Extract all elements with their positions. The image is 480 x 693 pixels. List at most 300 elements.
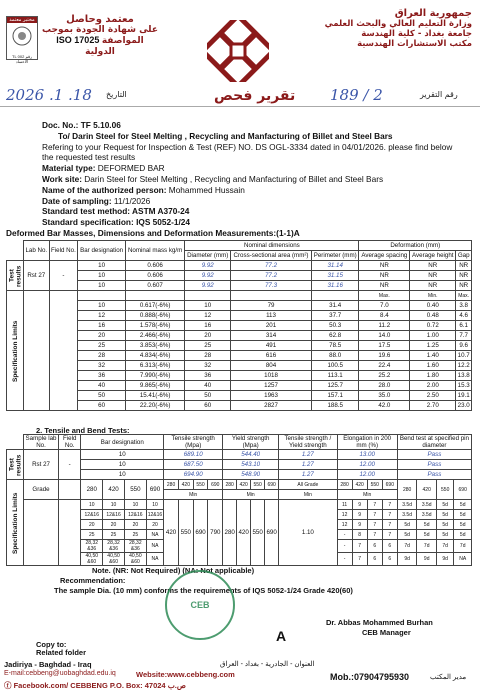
result-cell: 9.92 (185, 271, 231, 281)
bend-spec: 5d (454, 520, 472, 530)
table-row (7, 450, 472, 460)
spec-bar-cell: 20 (146, 520, 163, 530)
left-ar-line3: المواصفة الدولية (85, 36, 144, 57)
limit-cell: 1257 (231, 381, 312, 391)
mobile[interactable]: Mob.:07904795930 (330, 672, 410, 682)
elong-min: 11 (337, 500, 352, 510)
limit-cell: 22.4 (359, 361, 410, 371)
yield-min: 690 (265, 500, 279, 566)
pobox: P.O. Box: 47024 (109, 681, 166, 690)
doc-referring: Refering to your Request for Inspection & Test (REF) NO. DS OGL-3334 dated in 04/01/2026. please find below the requested test results (42, 141, 453, 163)
contact-footer (0, 660, 480, 693)
limit-cell: 19.6 (359, 351, 410, 361)
elong-min: 7 (352, 540, 367, 553)
elong-min: 9 (352, 500, 367, 510)
iso-box-top: مختبر معتمد (7, 17, 37, 23)
bend-spec: 9d (436, 553, 453, 566)
grade-header: 280 (223, 480, 237, 490)
grade-header: 690 (208, 480, 223, 490)
report-number: 189 / 2 (330, 86, 383, 104)
grade-header: 550 (367, 480, 382, 490)
grade-header: 690 (382, 480, 397, 490)
min-label: Min (279, 490, 337, 500)
spec-bar-cell: NA (146, 540, 163, 553)
grade-header: 690 (146, 480, 163, 500)
yield-min: 550 (251, 500, 265, 566)
facebook-text: Facebook.com/ CEBBENG (13, 681, 108, 690)
limit-cell: 188.5 (311, 401, 359, 411)
limit-cell: 11.2 (359, 321, 410, 331)
report-title: تقرير فحص (214, 88, 296, 104)
limit-cell: 25 (78, 341, 126, 351)
spec-bar-cell: 20 (81, 520, 103, 530)
blank-cell (24, 500, 59, 566)
limit-cell: 6.313(-6%) (125, 361, 184, 371)
limit-cell: 804 (231, 361, 312, 371)
limit-cell: 8.4 (359, 311, 410, 321)
grade-header: 420 (417, 480, 437, 500)
limit-cell: 36 (78, 371, 126, 381)
elongation-value: 12.00 (337, 470, 397, 480)
ratio-value: 1.27 (279, 450, 337, 460)
lab-number: Rst 27 (24, 450, 59, 480)
facebook-icon: ⓕ (4, 681, 12, 690)
limit-cell: 19.1 (457, 392, 470, 399)
min-label: Min (223, 490, 279, 500)
elong-min: 12 (337, 520, 352, 530)
limit-cell: 40 (185, 381, 231, 391)
right-ar-line2: وزارة التعليم العالي والبحث العلمي (324, 19, 472, 29)
email[interactable]: E-mail:cebbeng@uobaghdad.edu.iq (4, 670, 116, 677)
limit-cell: 88.0 (311, 351, 359, 361)
result-cell: 31.16 (311, 281, 359, 291)
limit-cell: 0.617(-6%) (125, 301, 184, 311)
bend-result: Pass (397, 460, 471, 470)
th2-bar: Bar designation (81, 435, 164, 450)
bend-result: Pass (397, 470, 471, 480)
limit-cell: 1.80 (410, 371, 456, 381)
ratio-value: 1.27 (279, 460, 337, 470)
spec-bar-cell: 28,32 &36 (81, 540, 103, 553)
elongation-value: 13.00 (337, 450, 397, 460)
result-cell: 77.3 (231, 281, 312, 291)
header-divider (0, 106, 480, 107)
result-cell: NR (456, 261, 472, 271)
limit-cell: 3.853(-6%) (125, 341, 184, 351)
spec-bar-cell: 10 (124, 500, 146, 510)
signer-title: CEB Manager (362, 628, 411, 637)
elong-min: 6 (367, 540, 382, 553)
side-label-spec: Specification Limits (7, 480, 24, 566)
spec-bar-cell: 40,50 &60 (81, 553, 103, 566)
th2-sample: Sample lab No. (24, 435, 59, 450)
limit-cell: 60 (185, 401, 231, 411)
limit-cell: 1.00 (410, 331, 456, 341)
spec-bar-cell: 20 (124, 520, 146, 530)
material-label: Material type: (42, 163, 96, 174)
conformity-statement: The sample Dia. (10 mm) conforms the requirements of IQS 5052-1/24 Grade 420(60) (54, 586, 353, 595)
th-field: Field No. (49, 241, 78, 261)
bend-spec: 7d (417, 540, 437, 553)
iso-label: ISO 17025 (56, 35, 100, 45)
min-label: Min (337, 490, 397, 500)
tensile-min: 550 (178, 500, 193, 566)
bend-spec: 5d (436, 530, 453, 540)
elong-min: 7 (382, 500, 397, 510)
blank-cell (125, 291, 184, 301)
left-ar-line2: على شهادة الجودة بموجب (41, 25, 159, 35)
th2-bend: Bend test at specified pin diameter (397, 435, 471, 450)
limit-cell: 62.8 (311, 331, 359, 341)
result-cell: NR (410, 281, 456, 291)
grade-header: 550 (193, 480, 208, 490)
yield-min: 280 (223, 500, 237, 566)
limit-cell: 10 (78, 301, 126, 311)
tensile-table (6, 434, 472, 566)
th-height: Average height (410, 251, 456, 261)
table-row (7, 480, 472, 490)
limit-cell: 0.48 (410, 311, 456, 321)
result-cell: NR (359, 261, 410, 271)
person-label: Name of the authorized person: (42, 184, 167, 195)
sampling-label: Date of sampling: (42, 195, 112, 206)
limit-cell: 9.865(-6%) (125, 381, 184, 391)
limit-cell: 0.72 (410, 321, 456, 331)
limit-cell: 22.20(-6%) (125, 401, 184, 411)
th2-field: Field No. (59, 435, 81, 450)
result-cell: 9.92 (185, 261, 231, 271)
tensile-min: 790 (208, 500, 223, 566)
yield-value: 544.40 (223, 450, 279, 460)
result-cell: 31.14 (311, 261, 359, 271)
limit-cell: 32 (185, 361, 231, 371)
blank-cell (59, 500, 81, 566)
limit-cell: 28 (185, 351, 231, 361)
limit-cell: 6.1 (456, 321, 472, 331)
limit-cell: 0.40 (410, 301, 456, 311)
limit-cell: 13.8 (457, 372, 470, 379)
limit-header: Max. (456, 291, 472, 301)
mark-a: A (276, 628, 287, 644)
field-number: - (49, 261, 78, 291)
spec-label: Standard specification: (42, 217, 134, 228)
section1-title: Deformed Bar Masses, Dimensions and Deformation Measurements:(1-1)A (6, 227, 300, 238)
elong-min: 7 (367, 510, 382, 520)
bend-spec: 5d (436, 510, 453, 520)
limit-cell: 201 (231, 321, 312, 331)
limit-cell: 9.6 (456, 341, 472, 351)
copy-to: Copy to: (36, 640, 67, 649)
limit-cell: 60 (78, 401, 126, 411)
ceb-stamp: CEB (165, 570, 235, 640)
limit-cell: 113.1 (311, 371, 359, 381)
side-label-spec: Specification Limits (7, 291, 24, 411)
limit-cell: 17.5 (359, 341, 410, 351)
bend-spec: 3.5d (397, 500, 417, 510)
elong-min: 7 (382, 530, 397, 540)
tensile-min: 690 (193, 500, 208, 566)
th-area: Cross-sectional area (mm²) (231, 251, 312, 261)
spec-bar-cell: 28,32 &36 (103, 540, 125, 553)
th2-yield: Yield strength (Mpa) (223, 435, 279, 450)
website[interactable]: Website:www.cebbeng.com (136, 670, 235, 679)
spec-bar-cell: 20 (103, 520, 125, 530)
limit-cell: 7.0 (359, 301, 410, 311)
result-cell: 31.15 (311, 271, 359, 281)
related-folder: Related folder (36, 648, 87, 657)
bend-spec: 5d (454, 500, 472, 510)
limit-cell: 3.8 (456, 301, 472, 311)
elong-min: - (337, 530, 352, 540)
limit-cell: 113 (231, 311, 312, 321)
date-label: التاريخ (106, 90, 127, 99)
ratio-min: 1.10 (279, 500, 337, 566)
elong-min: 7 (367, 520, 382, 530)
tensile-value: 689.10 (164, 450, 223, 460)
limit-cell: 2.466(-6%) (125, 331, 184, 341)
spec-bar-cell: 28,32 &36 (124, 540, 146, 553)
th-perimeter: Perimeter (mm) (311, 251, 359, 261)
left-ar-line1: معتمد وحاصل (66, 14, 134, 25)
result-cell: 10 (78, 281, 126, 291)
elong-min: 6 (367, 553, 382, 566)
limit-cell: 2.00 (410, 381, 456, 391)
spec-bar-cell: 25 (124, 530, 146, 540)
all-grade: All Grade (279, 480, 337, 490)
result-cell: 9.92 (185, 281, 231, 291)
limit-cell: 1.40 (410, 351, 456, 361)
elong-min: 8 (352, 530, 367, 540)
blank-cell (231, 291, 312, 301)
side-label-results: Test results (7, 450, 24, 480)
bend-spec: 5d (397, 530, 417, 540)
section2-title: 2. Tensile and Bend Tests: (36, 426, 130, 435)
elong-min: 7 (382, 510, 397, 520)
bend-spec: 5d (417, 520, 437, 530)
right-ar-line1: جمهورية العراق (394, 8, 472, 19)
limit-cell: 4.6 (456, 311, 472, 321)
blank-cell (24, 291, 50, 411)
iso-emblem-icon (7, 23, 37, 49)
blank-cell (311, 291, 359, 301)
material-value: DEFORMED BAR (97, 163, 165, 174)
elong-min: - (337, 553, 352, 566)
bend-spec: 7d (436, 540, 453, 553)
right-ar-line3: جامعة بغداد - كلية الهندسة (361, 29, 472, 39)
limit-cell: 1.578(-6%) (125, 321, 184, 331)
limit-cell: 78.5 (311, 341, 359, 351)
result-cell: 77.2 (231, 271, 312, 281)
elong-min: - (337, 540, 352, 553)
grade-header: 420 (237, 480, 251, 490)
limit-cell: 20 (185, 331, 231, 341)
grade-header: 420 (178, 480, 193, 490)
spec-bar-cell: 12&16 (81, 510, 103, 520)
limit-cell: 15.3 (457, 382, 470, 389)
limit-cell: 79 (231, 301, 312, 311)
blank-cell (78, 291, 126, 301)
limit-cell: 12 (185, 311, 231, 321)
recommendation-label: Recommendation: (60, 576, 126, 585)
tensile-min: 420 (164, 500, 179, 566)
th2-elong: Elongation in 200 mm (%) (337, 435, 397, 450)
field-number: - (59, 450, 81, 480)
limit-cell: 2827 (231, 401, 312, 411)
spec-bar-cell: NA (146, 553, 163, 566)
dimensions-table (6, 240, 472, 411)
bend-spec: 7d (454, 540, 472, 553)
elong-min: 7 (367, 530, 382, 540)
grade-header: 550 (436, 480, 453, 500)
limit-cell: 10.7 (457, 352, 470, 359)
limit-cell: 0.888(-6%) (125, 311, 184, 321)
limit-cell: 40 (78, 381, 126, 391)
limit-cell: 14.0 (359, 331, 410, 341)
limit-cell: 36 (185, 371, 231, 381)
result-cell: 10 (78, 271, 126, 281)
blank-cell (49, 291, 78, 411)
table-row (7, 500, 472, 510)
method-label: Standard test method: (42, 206, 131, 217)
limit-cell: 2.50 (410, 391, 456, 401)
bar-designation: 10 (81, 460, 164, 470)
bend-spec: NA (454, 553, 472, 566)
spec-bar-cell: 25 (103, 530, 125, 540)
grade-header: 280 (81, 480, 103, 500)
th-nomdim: Nominal dimensions (185, 241, 359, 251)
elong-min: 7 (382, 520, 397, 530)
yield-value: 543.10 (223, 460, 279, 470)
limit-cell: 50 (185, 391, 231, 401)
spec-bar-cell: 12&16 (124, 510, 146, 520)
result-cell: NR (359, 271, 410, 281)
limit-cell: 100.5 (311, 361, 359, 371)
elong-min: 7 (352, 553, 367, 566)
limit-cell: 28.0 (359, 381, 410, 391)
method-value: ASTM A370-24 (132, 206, 190, 217)
note: Note. (NR: Not Required) (NA: Not applicable) (92, 566, 255, 575)
limit-header: Min. (410, 291, 456, 301)
bar-designation: 10 (81, 450, 164, 460)
ceb-logo-icon (207, 20, 269, 82)
th2-tensile: Tensile strength (Mpa) (164, 435, 223, 450)
grade-header: 420 (352, 480, 367, 490)
bend-spec: 5d (397, 520, 417, 530)
result-cell: 10 (78, 261, 126, 271)
limit-cell: 42.0 (359, 401, 410, 411)
min-label: Min (164, 490, 223, 500)
report-number-label: رقم التقرير (420, 90, 458, 99)
limit-cell: 32 (78, 361, 126, 371)
spec-bar-cell: 40,50 &60 (103, 553, 125, 566)
grade-header: 690 (265, 480, 279, 490)
bend-result: Pass (397, 450, 471, 460)
right-ar-line4: مكتب الاستشارات الهندسية (357, 39, 472, 49)
result-cell: NR (456, 281, 472, 291)
result-cell: 0.606 (125, 261, 184, 271)
grade-header: 420 (103, 480, 125, 500)
tensile-value: 687.50 (164, 460, 223, 470)
lab-number: Rst 27 (24, 261, 50, 291)
th-diameter: Diameter (mm) (185, 251, 231, 261)
limit-cell: 28 (78, 351, 126, 361)
limit-cell: 16 (185, 321, 231, 331)
limit-header: Max. (359, 291, 410, 301)
limit-cell: 7.7 (456, 331, 472, 341)
limit-cell: 125.7 (311, 381, 359, 391)
bend-spec: 5d (454, 530, 472, 540)
person-value: Mohammed Hussain (168, 184, 245, 195)
limit-cell: 37.7 (311, 311, 359, 321)
limit-cell: 1.60 (410, 361, 456, 371)
elong-min: 12 (337, 510, 352, 520)
limit-cell: 157.1 (311, 391, 359, 401)
elongation-value: 12.00 (337, 460, 397, 470)
bend-spec: 9d (417, 553, 437, 566)
limit-cell: 12.2 (457, 362, 470, 369)
result-cell: NR (410, 261, 456, 271)
spec-bar-cell: 10 (103, 500, 125, 510)
limit-cell: 12 (78, 311, 126, 321)
yield-min: 420 (237, 500, 251, 566)
mobile-label-ar: مدير المكتب (430, 674, 467, 681)
document-info (6, 120, 462, 239)
bend-spec: 5d (417, 530, 437, 540)
limit-cell: 616 (231, 351, 312, 361)
spec-bar-cell: 40,50 &60 (124, 553, 146, 566)
table-row (7, 291, 472, 301)
facebook[interactable] (4, 680, 186, 691)
bend-spec: 9d (397, 553, 417, 566)
side-label-results: Test results (7, 261, 24, 291)
worksite-value: Darin Steel for Steel Melting , Recycling and Manfacturing of Billet and Steel Bars (84, 173, 384, 184)
result-cell: 0.607 (125, 281, 184, 291)
limit-cell: 50.3 (311, 321, 359, 331)
elong-min: 9 (352, 520, 367, 530)
limit-cell: 25 (185, 341, 231, 351)
bend-spec: 3.5d (397, 510, 417, 520)
limit-cell: 1963 (231, 391, 312, 401)
address-en: Jadiriya - Baghdad - Iraq (4, 660, 92, 669)
bend-spec: 7d (397, 540, 417, 553)
limit-cell: 16 (78, 321, 126, 331)
th-lab: Lab No. (24, 241, 50, 261)
result-cell: 77.2 (231, 261, 312, 271)
grade-header: 280 (397, 480, 417, 500)
grade-header: 550 (251, 480, 265, 490)
th-bar: Bar designation (78, 241, 126, 261)
spec-value: IQS 5052-1/24 (136, 217, 191, 228)
bend-spec: 3.5d (417, 510, 437, 520)
th-mass: Nominal mass kg/m (125, 241, 184, 261)
tensile-value: 694.90 (164, 470, 223, 480)
result-cell: 0.606 (125, 271, 184, 281)
th-deformation: Deformation (mm) (359, 241, 472, 251)
grade-header: 280 (337, 480, 352, 490)
signer-name: Dr. Abbas Mohammed Burhan (326, 618, 433, 627)
worksite-label: Work site: (42, 173, 82, 184)
spec-bar-cell: 10 (81, 500, 103, 510)
result-cell: NR (410, 271, 456, 281)
limit-cell: 491 (231, 341, 312, 351)
limit-cell: 4.834(-6%) (125, 351, 184, 361)
blank-cell (185, 291, 231, 301)
ratio-value: 1.27 (279, 470, 337, 480)
grade-header: 690 (454, 480, 472, 500)
elong-min: 9 (352, 510, 367, 520)
blank-cell (59, 480, 81, 500)
elong-min: 7 (367, 500, 382, 510)
